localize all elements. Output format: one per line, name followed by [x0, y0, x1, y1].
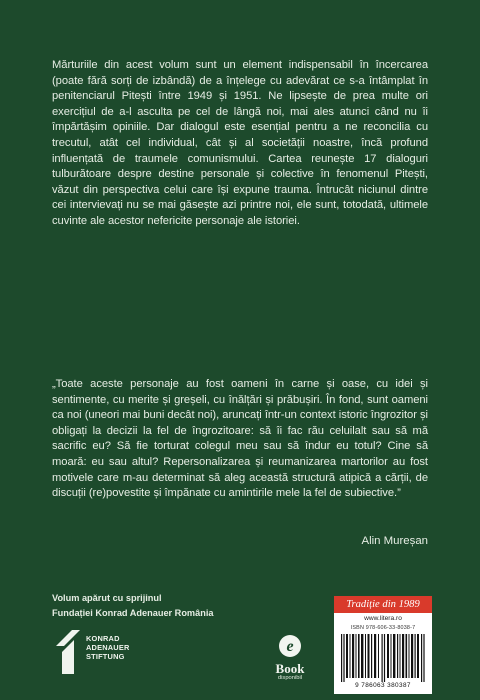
konrad-adenauer-logo — [52, 624, 147, 680]
ebook-e-icon — [278, 634, 302, 658]
konrad-line-3: STIFTUNG — [86, 652, 125, 661]
konrad-line-2: ADENAUER — [86, 643, 130, 652]
quote-author: Alin Mureșan — [361, 535, 428, 547]
publisher-website: www.litera.ro — [364, 615, 402, 622]
ebook-logo — [270, 634, 310, 690]
ebook-word: Book — [275, 661, 305, 676]
barcode-number: 9 786063 380387 — [355, 682, 411, 689]
tradition-badge: Tradiție din 1989 — [334, 596, 432, 613]
intro-paragraph: Mărturiile din acest volum sunt un element indispensabil în încercarea (poate fără sorți de izbândă) de a înțelege cu adevărat ce s-a întâmplat în penitenciarul Pitești între 1949 și 1951. Ne lipsește de prea multe ori exercițiul de a-l asculta pe cel de lângă noi, mai ales atunci când nu îi împărtășim opiniile. Dar dialogul este esențial pentru a ne reconcilia cu trecutul, atât cel individual, cât și al societății noastre, încă profund influențată de traumele comunismului. Cartea reunește 17 dialoguri tulburătoare despre destine personale și colective în fenomenul Pitești, văzut din perspectiva celui care își expune trauma. Întrucât niciunul dintre cei intervievați nu se mai găsește azi printre noi, ele sunt, totodată, ultimele cuvinte ale acestor nefericite personaje ale istoriei. — [52, 59, 428, 227]
konrad-emblem-icon — [52, 624, 86, 680]
support-line-1: Volum apărut cu sprijinul — [52, 593, 162, 603]
barcode-bars-icon — [341, 634, 425, 682]
quote-paragraph: „Toate aceste personaje au fost oameni în carne și oase, cu idei și sentimente, cu merite și greșeli, cu înălțări și prăbușiri. În fond, sunt oameni ca noi (uneori mai buni decât noi), aruncați într-un context istoric îngrozitor și obligați la decizii la fel de îngrozitoare: să îi fac rău celuilalt sau să mă sacrific eu? Să fie torturat colegul meu sau să îndur eu totul? Cine să moară: eu sau altul? Repersonalizarea și reumanizarea martorilor au fost motivele care m-au determinat să aleg această structură atipică a cărții, de discuții (re)povestite și împănate cu amintirile mele la fel de subiective.” — [52, 378, 428, 500]
barcode-block — [334, 596, 432, 694]
support-note — [52, 591, 213, 621]
ebook-availability: disponibil — [277, 675, 303, 681]
isbn-text: ISBN 978-606-33-8038-7 — [350, 625, 416, 631]
ebook-letter: e — [286, 638, 294, 655]
support-line-2: Fundației Konrad Adenauer România — [52, 608, 214, 618]
konrad-line-1: KONRAD — [86, 634, 120, 643]
